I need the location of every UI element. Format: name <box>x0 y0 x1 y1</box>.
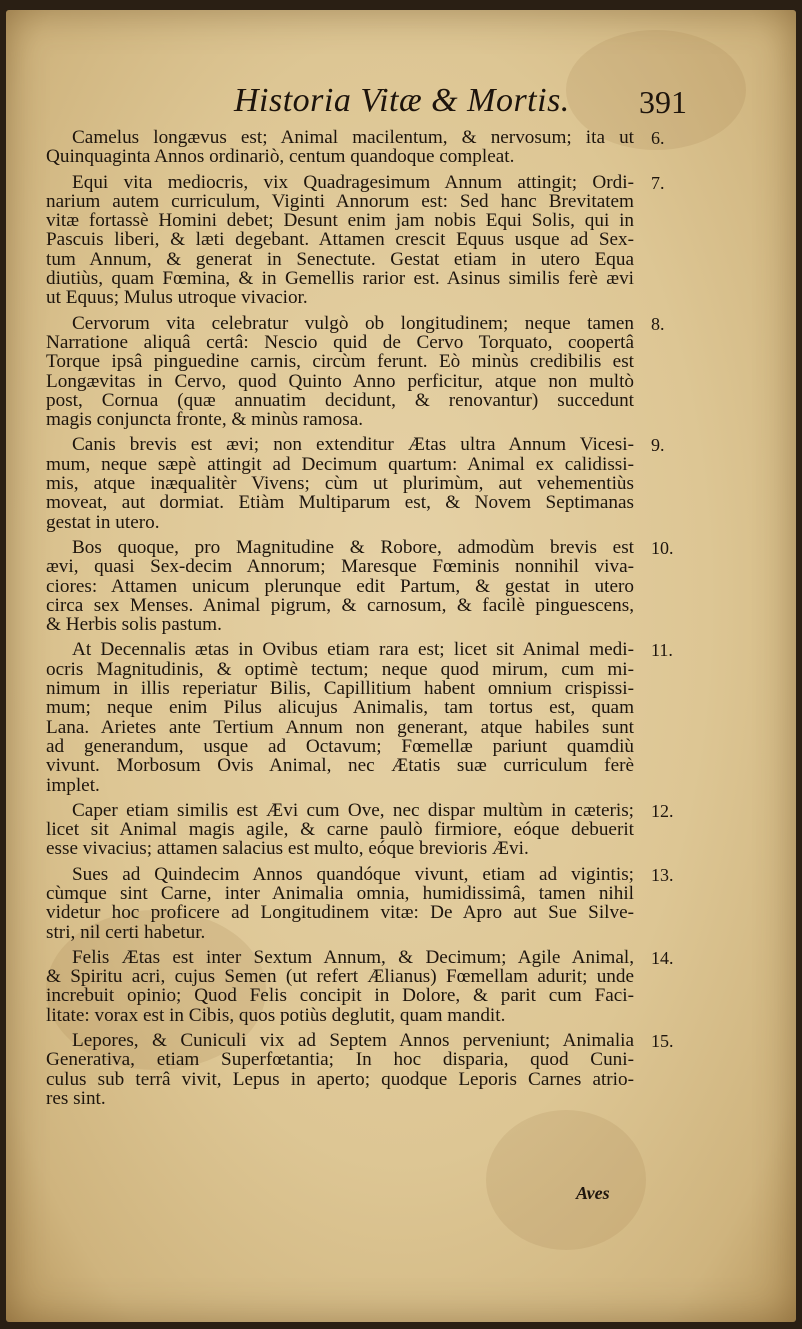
text-line: mis, atque inæqualitèr Vivens; cùm ut plurimùm, aut vehementiùs <box>46 473 634 495</box>
text-line: ævi, quasi Sex-decim Annorum; Maresque Fœminis nonnihil viva- <box>46 556 634 578</box>
text-line: mum, neque sæpè attingit ad Decimum quartum: Animal ex calidissi- <box>46 453 634 475</box>
body-text <box>46 128 634 1108</box>
text-line: Caper etiam similis est Ævi cum Ove, nec dispar multùm in cæteris; <box>72 799 634 821</box>
text-line: litate: vorax est in Cibis, quos potiùs deglutit, quam mandit. <box>46 1004 506 1026</box>
text-line: circa sex Menses. Animal pigrum, & carnosum, & facilè pinguescens, <box>46 594 634 616</box>
text-line: esse vivacius; attamen salacius est multo, eóque brevioris Ævi. <box>46 838 529 860</box>
text-line: implet. <box>46 774 100 796</box>
section-number: 14. <box>651 947 674 968</box>
text-line: Lana. Arietes ante Tertium Annum non generant, atque habiles sunt <box>46 716 634 738</box>
text-line: vitæ fortassè Homini debet; Desunt enim jam nobis Equi Solis, qui in <box>46 210 634 232</box>
paragraph <box>46 865 634 942</box>
section-number: 15. <box>651 1031 674 1052</box>
text-line: magis conjuncta fronte, & minùs ramosa. <box>46 409 364 431</box>
section-number: 11. <box>651 640 673 661</box>
text-line: ocris Magnitudinis, & optimè tectum; neque quod mirum, cum mi- <box>46 658 634 680</box>
text-line: ad generandum, usque ad Octavum; Fœmellæ pariunt quamdiù <box>46 735 634 757</box>
section-number: 12. <box>651 800 674 821</box>
text-line: nimum in illis reperiatur Bilis, Capillitium habent omnium crispissi- <box>46 678 634 700</box>
text-line: cùmque sint Carne, inter Animalia omnia, humidissimâ, tamen nihil <box>46 882 634 904</box>
text-line: Felis Ætas est inter Sextum Annum, & Decimum; Agile Animal, <box>72 946 634 968</box>
text-line: ut Equus; Mulus utroque vivacior. <box>46 287 308 309</box>
paragraph <box>46 801 634 859</box>
text-line: Torque ipsâ pinguedine carnis, circùm ferunt. Eò minùs credibilis est <box>46 351 634 373</box>
text-line: stri, nil certi habetur. <box>46 921 206 943</box>
paper-stain <box>486 1110 646 1250</box>
text-line: Sues ad Quindecim Annos quandóque vivunt, etiam ad vigintis; <box>72 863 634 885</box>
text-line: post, Cornua (quæ annuatim decidunt, & renovantur) succedunt <box>46 389 634 411</box>
paragraph <box>46 173 634 308</box>
text-line: Cervorum vita celebratur vulgò ob longitudinem; neque tamen <box>72 312 634 334</box>
page-header <box>6 82 796 132</box>
text-line: Equi vita mediocris, vix Quadragesimum Annum attingit; Ordi- <box>72 171 634 193</box>
paragraph <box>46 314 634 430</box>
text-line: culus sub terrâ vivit, Lepus in aperto; quodque Leporis Carnes atrio- <box>46 1068 634 1090</box>
catchword: Aves <box>576 1183 610 1203</box>
text-line: Bos quoque, pro Magnitudine & Robore, admodùm brevis est <box>72 536 634 558</box>
text-line: At Decennalis ætas in Ovibus etiam rara est; licet sit Animal medi- <box>72 639 634 661</box>
text-line: Narratione aliquâ certâ: Nescio quid de Cervo Torquato, coopertâ <box>46 331 634 353</box>
text-line: & Herbis solis pastum. <box>46 614 222 636</box>
text-line: narium autem curriculum, Viginti Annorum est: Sed hanc Brevitatem <box>46 190 634 212</box>
section-number: 6. <box>651 128 665 148</box>
text-line: increbuit opinio; Quod Felis concipit in Dolore, & parit cum Faci- <box>46 985 634 1007</box>
text-line: Canis brevis est ævi; non extenditur Ætas ultra Annum Vicesi- <box>72 434 634 456</box>
paragraph <box>46 948 634 1025</box>
text-line: mum; neque enim Pilus alicujus Animalis, tam tortus est, quam <box>46 697 634 719</box>
text-line: tum Annum, & generat in Senectute. Gestat etiam in utero Equa <box>46 248 634 270</box>
section-number: 9. <box>651 435 665 456</box>
text-line: vivunt. Morbosum Ovis Animal, nec Ætatis suæ curriculum ferè <box>46 755 634 777</box>
section-number: 7. <box>651 172 665 193</box>
section-number: 13. <box>651 864 674 885</box>
text-line: diutiùs, quam Fœmina, & in Gemellis rarior est. Asinus similis ferè ævi <box>46 268 634 290</box>
text-line: Quinquaginta Annos ordinariò, centum quandoque compleat. <box>46 146 515 168</box>
paragraph <box>46 128 634 167</box>
paragraph <box>46 538 634 634</box>
text-line: Generativa, etiam Superfœtantia; In hoc disparia, quod Cuni- <box>46 1049 634 1071</box>
text-line: moveat, aut dormiat. Etiàm Multiparum est, & Novem Septimanas <box>46 492 634 514</box>
text-line: Longævitas in Cervo, quod Quinto Anno perficitur, atque non multò <box>46 370 634 392</box>
running-title: Historia Vitæ & Mortis. <box>234 82 570 119</box>
text-line: ciores: Attamen unicum plerunque edit Partum, & gestat in utero <box>46 575 634 597</box>
section-number: 10. <box>651 537 674 558</box>
paragraph <box>46 1031 634 1108</box>
book-page <box>6 10 796 1322</box>
text-line: Pascuis liberi, & læti degebant. Attamen crescit Equus usque ad Sex- <box>46 229 634 251</box>
text-line: res sint. <box>46 1087 106 1109</box>
text-line: videtur hoc proficere ad Longitudinem vitæ: De Apro aut Sue Silve- <box>46 902 634 924</box>
paragraph <box>46 435 634 531</box>
text-line: & Spiritu acri, cujus Semen (ut refert Ælianus) Fœmellam adurit; unde <box>46 966 634 988</box>
text-line: licet sit Animal magis agile, & carne paulò firmiore, eóque debuerit <box>46 819 634 841</box>
text-line: Camelus longævus est; Animal macilentum, & nervosum; ita ut <box>72 127 634 148</box>
page-number: 391 <box>639 84 687 120</box>
text-line: Lepores, & Cuniculi vix ad Septem Annos perveniunt; Animalia <box>72 1030 634 1052</box>
section-number: 8. <box>651 313 665 334</box>
paragraph <box>46 640 634 794</box>
text-line: gestat in utero. <box>46 511 160 533</box>
